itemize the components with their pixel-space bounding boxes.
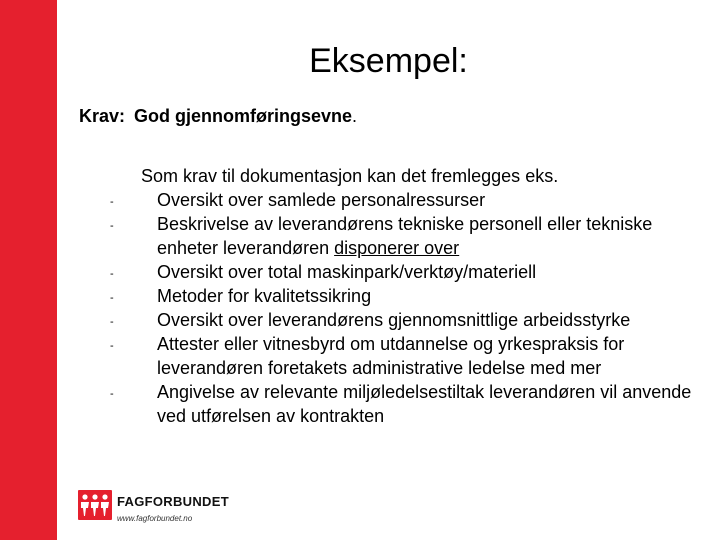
intro-text: Som krav til dokumentasjon kan det fremlegges eks. — [141, 166, 559, 186]
left-accent-bar — [0, 0, 57, 540]
requirement-heading — [79, 106, 357, 127]
people-logo-icon — [78, 490, 112, 520]
documentation-list — [110, 188, 715, 428]
list-item-underlined-text: disponerer over — [334, 238, 460, 258]
logo-url: www.fagforbundet.no — [117, 514, 193, 523]
list-item-text: Oversikt over leverandørens gjennomsnittlige arbeidsstyrke — [157, 310, 631, 330]
list-item-text: Angivelse av relevante miljøledelsestiltak leverandøren vil anvende ved utførelsen av kontrakten — [157, 382, 692, 426]
bullet-marker: - — [110, 292, 114, 304]
list-item-text: Oversikt over samlede personalressurser — [157, 190, 486, 210]
bullet-marker: - — [110, 340, 114, 352]
logo-name: FAGFORBUNDET — [117, 494, 229, 509]
bullet-marker: - — [110, 388, 114, 400]
list-item — [110, 284, 715, 308]
list-item — [110, 260, 715, 284]
slide-title: Eksempel: — [309, 42, 468, 80]
list-item — [110, 332, 715, 380]
fagforbundet-logo — [78, 490, 238, 530]
list-item-text: Metoder for kvalitetssikring — [157, 286, 372, 306]
list-item — [110, 212, 715, 260]
requirement-period: . — [352, 106, 358, 126]
list-item-text: Oversikt over total maskinpark/verktøy/materiell — [157, 262, 537, 282]
list-item-text: Attester eller vitnesbyrd om utdannelse og yrkespraksis for leverandøren foretakets administrative ledelse med mer — [157, 334, 625, 378]
bullet-marker: - — [110, 196, 114, 208]
requirement-text: God gjennomføringsevne — [134, 106, 353, 126]
bullet-marker: - — [110, 220, 114, 232]
list-item — [110, 308, 715, 332]
list-item-text: Beskrivelse av leverandørens tekniske personell eller tekniske enheter leverandøren — [157, 214, 653, 258]
list-item — [110, 380, 715, 428]
requirement-label: Krav: — [79, 106, 126, 126]
list-item — [110, 188, 715, 212]
bullet-marker: - — [110, 268, 114, 280]
bullet-marker: - — [110, 316, 114, 328]
